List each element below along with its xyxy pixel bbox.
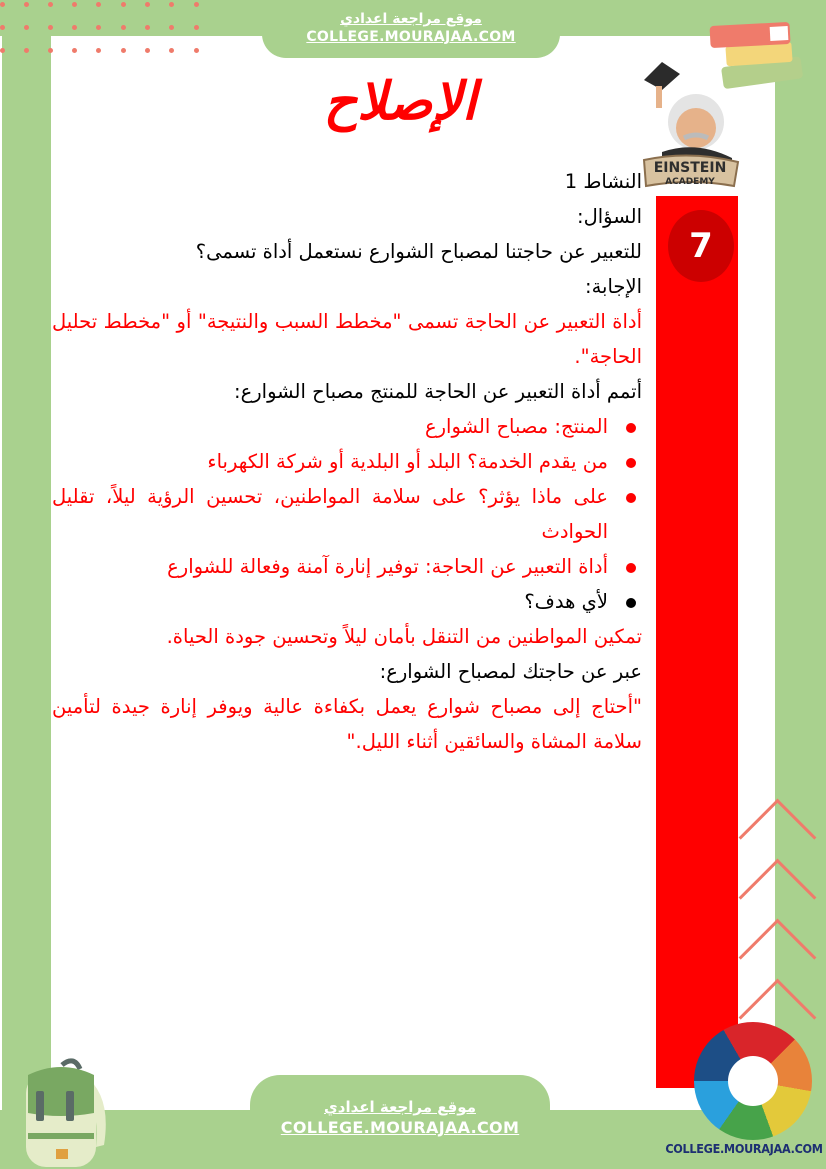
answer-label: الإجابة: [585, 275, 642, 298]
left-frame-bar [2, 0, 51, 1110]
list-item: على ماذا يؤثر؟ على سلامة المواطنين، تحسين الرؤية ليلاً، تقليل الحوادث [52, 479, 642, 549]
backpack-icon [16, 1055, 106, 1169]
question-label: السؤال: [577, 205, 642, 228]
footer-site-banner[interactable] [250, 1075, 550, 1169]
list-item: لأي هدف؟ [52, 584, 642, 619]
header-site-url[interactable]: COLLEGE.MOURAJAA.COM [306, 29, 516, 45]
question-text: للتعبير عن حاجتنا لمصباح الشوارع نستعمل أداة تسمى؟ [195, 240, 642, 263]
logo-site-label[interactable]: COLLEGE.MOURAJAA.COM [665, 1141, 823, 1156]
page-number-badge: 7 [668, 210, 734, 282]
education-wheel-logo-icon [694, 1022, 812, 1140]
badge-line1: EINSTEIN [653, 160, 727, 176]
header-site-banner[interactable] [262, 0, 560, 58]
express-prompt: عبر عن حاجتك لمصباح الشوارع: [379, 660, 642, 683]
side-accent-stripe [656, 196, 738, 1088]
badge-line2: ACADEMY [665, 177, 715, 187]
goal-answer: تمكين المواطنين من التنقل بأمان ليلاً وتحسين جودة الحياة. [166, 625, 642, 648]
answer-text: أداة التعبير عن الحاجة تسمى "مخطط السبب والنتيجة" أو "مخطط تحليل الحاجة". [52, 310, 642, 368]
page-title: الإصلاح [323, 71, 477, 132]
complete-prompt: أتمم أداة التعبير عن الحاجة للمنتج مصباح الشوارع: [234, 380, 642, 403]
footer-site-url[interactable]: COLLEGE.MOURAJAA.COM [280, 1118, 520, 1137]
list-item: من يقدم الخدمة؟ البلد أو البلدية أو شركة الكهرباء [52, 444, 642, 479]
express-answer: "أحتاج إلى مصباح شوارع يعمل بكفاءة عالية ويوفر إنارة جيدة لتأمين سلامة المشاة والسائقين أثناء الليل." [52, 695, 642, 753]
list-item: أداة التعبير عن الحاجة: توفير إنارة آمنة وفعالة للشوارع [52, 549, 642, 584]
footer-site-name[interactable]: موقع مراجعة اعدادي [324, 1098, 476, 1116]
list-item: المنتج: مصباح الشوارع [52, 409, 642, 444]
need-tool-list [52, 409, 642, 619]
lesson-content [52, 164, 642, 759]
activity-heading: النشاط 1 [564, 170, 642, 193]
header-site-name[interactable]: موقع مراجعة اعدادي [340, 11, 482, 27]
einstein-mascot-icon [640, 40, 740, 195]
